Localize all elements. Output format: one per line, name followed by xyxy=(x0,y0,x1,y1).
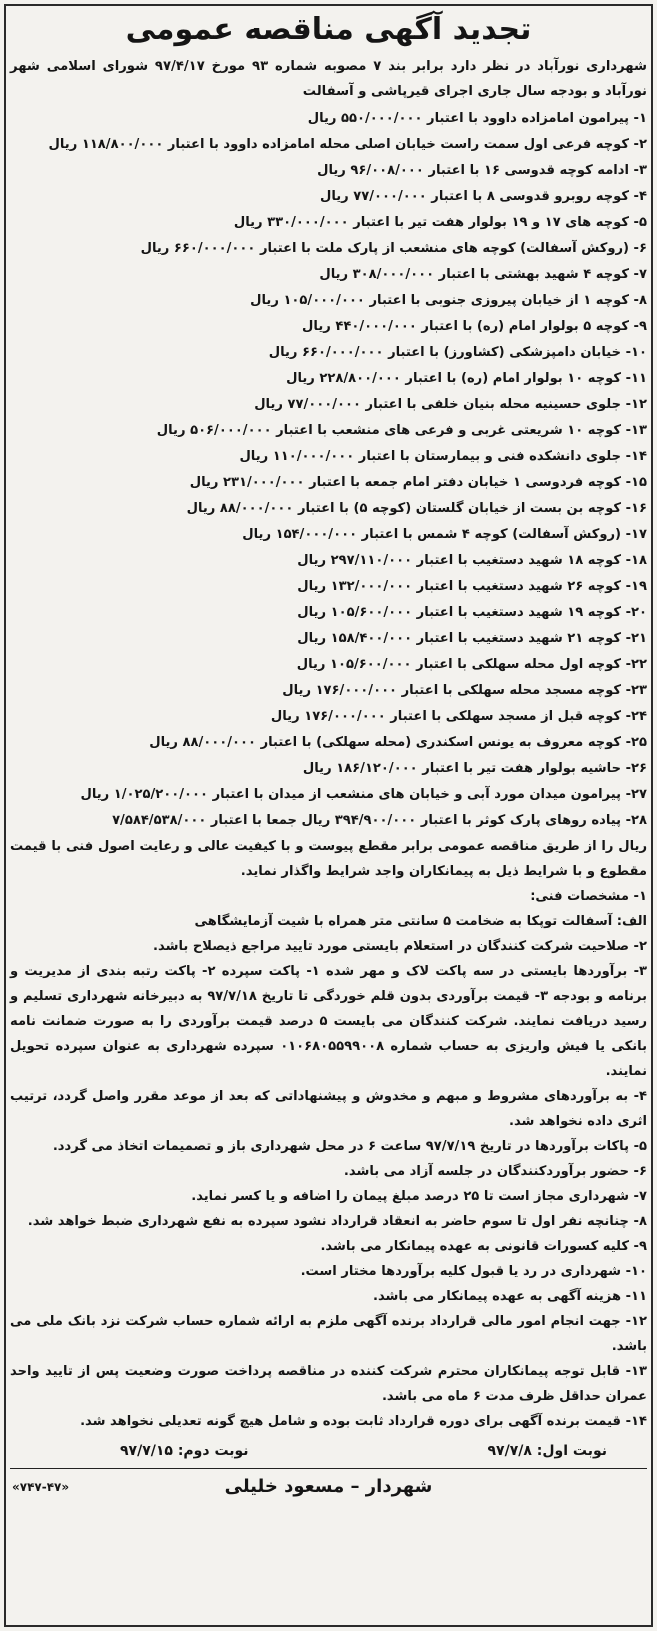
condition-item: ۱۴- قیمت برنده آگهی برای دوره قرارداد ثابت بوده و شامل هیچ گونه تعدیلی نخواهد شد. xyxy=(80,1414,647,1429)
second-publish-date: نوبت دوم: ۹۷/۷/۱۵ xyxy=(120,1443,249,1459)
project-item: ۱۴- جلوی دانشکده فنی و بیمارستان با اعتبار ۱۱۰/۰۰۰/۰۰۰ ریال xyxy=(239,449,647,464)
project-item: ۲۷- پیرامون میدان مورد آبی و خیابان های منشعب از میدان با اعتبار ۱/۰۲۵/۲۰۰/۰۰۰ ریال xyxy=(80,787,647,802)
spec-title: ۱- مشخصات فنی: xyxy=(530,889,647,904)
project-item: ۲۸- پیاده روهای پارک کوثر با اعتبار ۳۹۴/۹۰۰/۰۰۰ ریال جمعا با اعتبار ۷/۵۸۴/۵۳۸/۰۰۰ xyxy=(112,813,647,828)
condition-item: ۲- صلاحیت شرکت کنندگان در استعلام بایستی مورد تایید مراجع ذیصلاح باشد. xyxy=(153,939,647,954)
project-item: ۴- کوچه روبرو قدوسی ۸ با اعتبار ۷۷/۰۰۰/۰۰۰ ریال xyxy=(319,189,647,204)
condition-item: ۸- چنانچه نفر اول تا سوم حاضر به انعقاد قرارداد نشود سپرده به نفع شهرداری ضبط خواهد شد. xyxy=(27,1214,647,1229)
condition-item: ۳- برآوردها بایستی در سه پاکت لاک و مهر شده ۱- پاکت سپرده ۲- پاکت رتبه بندی از مدیریت و برنامه و بودجه ۳- قیمت برآوردی بدون قلم خوردگی تا تاریخ ۹۷/۷/۱۸ به دبیرخانه شهرداری تسلیم و رسید دریافت نمایند. شرکت کنندگان می بایست ۵ درصد قیمت برآوردی را به صورت ضمانت نامه بانکی یا فیش واریزی به حساب شماره ۰۱۰۶۸۰۵۵۹۹۰۰۸ سپرده شهرداری به عنوان سپرده تحویل نمایند. xyxy=(10,964,648,1079)
project-item: ۲۵- کوچه معروف به یونس اسکندری (محله سهلکی) با اعتبار ۸۸/۰۰۰/۰۰۰ ریال xyxy=(149,735,647,750)
signer-name: شهردار – مسعود خلیلی xyxy=(224,1476,433,1497)
project-item: ۲۳- کوچه مسجد محله سهلکی با اعتبار ۱۷۶/۰۰۰/۰۰۰ ریال xyxy=(282,683,647,698)
project-item: ۱۲- جلوی حسینیه محله بنیان خلفی با اعتبار ۷۷/۰۰۰/۰۰۰ ریال xyxy=(254,397,647,412)
condition-item: ۱۱- هزینه آگهی به عهده پیمانکار می باشد. xyxy=(372,1289,647,1304)
condition-item: الف: آسفالت توپکا به ضخامت ۵ سانتی متر همراه با شیت آزمایشگاهی xyxy=(194,914,647,929)
project-item: ۸- کوچه ۱ از خیابان پیروزی جنوبی با اعتبار ۱۰۵/۰۰۰/۰۰۰ ریال xyxy=(250,293,647,308)
first-publish-date: نوبت اول: ۹۷/۷/۸ xyxy=(487,1443,607,1459)
condition-item: ۵- پاکات برآوردها در تاریخ ۹۷/۷/۱۹ ساعت ۶ در محل شهرداری باز و تصمیمات اتخاذ می گردد. xyxy=(52,1139,647,1154)
condition-item: ۹- کلیه کسورات قانونی به عهده پیمانکار می باشد. xyxy=(320,1239,647,1254)
signature-block xyxy=(10,1468,647,1505)
notice-code: «۷۴۷-۴۷» xyxy=(12,1480,70,1494)
notice-title: تجدید آگهی مناقصه عمومی xyxy=(125,12,532,47)
condition-item: ۱۰- شهرداری در رد یا قبول کلیه برآوردها مختار است. xyxy=(300,1264,647,1279)
condition-item: ۱۲- جهت انجام امور مالی قرارداد برنده آگهی ملزم به ارائه شماره حساب شرکت نزد بانک ملی می باشد. xyxy=(10,1314,647,1354)
project-item: ۱۱- کوچه ۱۰ بولوار امام (ره) با اعتبار ۲۲۸/۸۰۰/۰۰۰ ریال xyxy=(286,371,647,386)
notice-tail: ریال را از طریق مناقصه عمومی برابر مقطع پیوست و با کیفیت عالی و رعایت اصول فنی با قیمت مقطوع و با شرایط ذیل به پیمانکاران واجد شرایط واگذار نماید. xyxy=(10,839,647,879)
project-item: ۱۰- خیابان دامپزشکی (کشاورز) با اعتبار ۶۶۰/۰۰۰/۰۰۰ ریال xyxy=(268,345,647,360)
project-item: ۶- (روکش آسفالت) کوچه های منشعب از پارک ملت با اعتبار ۶۶۰/۰۰۰/۰۰۰ ریال xyxy=(140,241,647,256)
condition-item: ۱۳- قابل توجه پیمانکاران محترم شرکت کننده در مناقصه پرداخت صورت وضعیت پس از تایید واحد عمران حداقل ظرف مدت ۶ ماه می باشد. xyxy=(10,1364,647,1404)
project-item: ۱۵- کوچه فردوسی ۱ خیابان دفتر امام جمعه با اعتبار ۲۳۱/۰۰۰/۰۰۰ ریال xyxy=(189,475,647,490)
project-item: ۳- ادامه کوچه قدوسی ۱۶ با اعتبار ۹۶/۰۰۸/۰۰۰ ریال xyxy=(317,163,647,178)
project-item: ۲- کوچه فرعی اول سمت راست خیابان اصلی محله امامزاده داوود با اعتبار ۱۱۸/۸۰۰/۰۰۰ ریال xyxy=(48,137,647,152)
publish-dates xyxy=(10,1438,647,1464)
project-item: ۱۷- (روکش آسفالت) کوچه ۴ شمس با اعتبار ۱۵۴/۰۰۰/۰۰۰ ریال xyxy=(242,527,647,542)
project-item: ۲۰- کوچه ۱۹ شهید دستغیب با اعتبار ۱۰۵/۶۰۰/۰۰۰ ریال xyxy=(297,605,647,620)
project-item: ۲۱- کوچه ۲۱ شهید دستغیب با اعتبار ۱۵۸/۴۰۰/۰۰۰ ریال xyxy=(297,631,647,646)
project-item: ۹- کوچه ۵ بولوار امام (ره) با اعتبار ۴۴۰/۰۰۰/۰۰۰ ریال xyxy=(302,319,647,334)
project-item: ۱۶- کوچه بن بست از خیابان گلستان (کوچه ۵) با اعتبار ۸۸/۰۰۰/۰۰۰ ریال xyxy=(186,501,647,516)
project-item: ۲۶- حاشیه بولوار هفت تیر با اعتبار ۱۸۶/۱۲۰/۰۰۰ ریال xyxy=(302,761,647,776)
conditions-list xyxy=(10,909,647,1434)
project-item: ۱۹- کوچه ۲۶ شهید دستغیب با اعتبار ۱۳۲/۰۰۰/۰۰۰ ریال xyxy=(297,579,647,594)
project-item: ۲۲- کوچه اول محله سهلکی با اعتبار ۱۰۵/۶۰۰/۰۰۰ ریال xyxy=(296,657,647,672)
condition-item: ۷- شهرداری مجاز است تا ۲۵ درصد مبلغ پیمان را اضافه و یا کسر نماید. xyxy=(191,1189,647,1204)
project-item: ۲۴- کوچه قبل از مسجد سهلکی با اعتبار ۱۷۶/۰۰۰/۰۰۰ ریال xyxy=(270,709,647,724)
project-item: ۱۸- کوچه ۱۸ شهید دستغیب با اعتبار ۲۹۷/۱۱۰/۰۰۰ ریال xyxy=(297,553,647,568)
notice-intro: شهرداری نورآباد در نظر دارد برابر بند ۷ مصوبه شماره ۹۳ مورخ ۹۷/۴/۱۷ شورای اسلامی شهر نورآباد و بودجه سال جاری اجرای قیرپاشی و آسفالت xyxy=(10,59,647,99)
condition-item: ۴- به برآوردهای مشروط و مبهم و مخدوش و پیشنهاداتی که بعد از موعد مقرر واصل گردد، ترتیب اثری داده نخواهد شد. xyxy=(10,1089,647,1129)
project-item: ۱۳- کوچه ۱۰ شریعتی غربی و فرعی های منشعب با اعتبار ۵۰۶/۰۰۰/۰۰۰ ریال xyxy=(156,423,647,438)
project-item: ۱- پیرامون امامزاده داوود با اعتبار ۵۵۰/۰۰۰/۰۰۰ ریال xyxy=(307,111,647,126)
project-item: ۷- کوچه ۴ شهید بهشتی با اعتبار ۳۰۸/۰۰۰/۰۰۰ ریال xyxy=(319,267,647,282)
project-list xyxy=(10,106,647,834)
project-item: ۵- کوچه های ۱۷ و ۱۹ بولوار هفت تیر با اعتبار ۳۳۰/۰۰۰/۰۰۰ ریال xyxy=(233,215,647,230)
condition-item: ۶- حضور برآوردکنندگان در جلسه آزاد می باشد. xyxy=(343,1164,647,1179)
